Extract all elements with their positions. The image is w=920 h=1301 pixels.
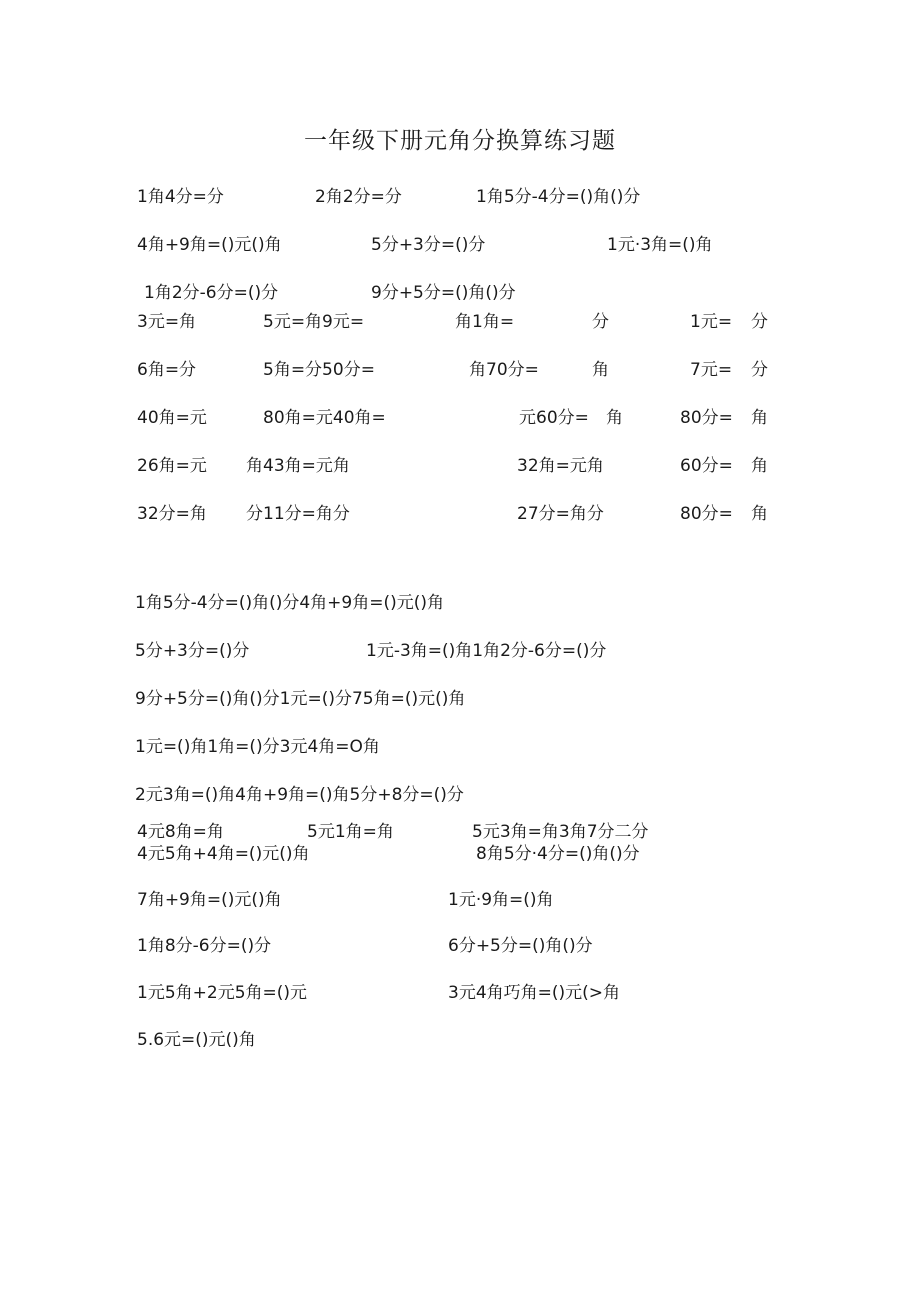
exercise-item: 5分+3分=()分 xyxy=(135,641,250,661)
exercise-item: 1元·3角=()角 xyxy=(607,235,713,255)
exercise-item: 1角8分-6分=()分 xyxy=(137,936,272,956)
exercise-item: 4元5角+4角=()元()角 xyxy=(137,844,310,864)
exercise-item: 分 xyxy=(751,360,768,380)
exercise-item: 2元3角=()角4角+9角=()角5分+8分=()分 xyxy=(135,785,464,805)
exercise-item: 分 xyxy=(751,312,768,332)
exercise-item: 3元4角巧角=()元(>角 xyxy=(448,983,621,1003)
exercise-item: 1角2分-6分=()分 xyxy=(144,283,279,303)
exercise-item: 1元-3角=()角1角2分-6分=()分 xyxy=(366,641,607,661)
exercise-item: 32分=角 xyxy=(137,504,207,524)
exercise-item: 6分+5分=()角()分 xyxy=(448,936,593,956)
exercise-item: 32角=元角 xyxy=(517,456,604,476)
exercise-item: 4元8角=角 xyxy=(137,822,224,842)
exercise-item: 分 xyxy=(592,312,609,332)
exercise-item: 角1角= xyxy=(455,312,515,332)
exercise-item: 80分= xyxy=(680,504,733,524)
exercise-item: 1角4分=分 xyxy=(137,187,224,207)
exercise-item: 5元1角=角 xyxy=(307,822,394,842)
exercise-item: 角 xyxy=(751,408,768,428)
exercise-item: 角70分= xyxy=(469,360,539,380)
exercise-item: 元60分= xyxy=(519,408,589,428)
exercise-item: 1元·9角=()角 xyxy=(448,890,554,910)
exercise-item: 1元= xyxy=(690,312,733,332)
exercise-item: 1元5角+2元5角=()元 xyxy=(137,983,308,1003)
exercise-item: 5元3角=角3角7分二分 xyxy=(472,822,649,842)
exercise-item: 角 xyxy=(592,360,609,380)
exercise-item: 5角=分50分= xyxy=(263,360,375,380)
exercise-item: 1角5分-4分=()角()分 xyxy=(476,187,641,207)
exercise-item: 1角5分-4分=()角()分4角+9角=()元()角 xyxy=(135,593,445,613)
exercise-item: 6角=分 xyxy=(137,360,197,380)
exercise-item: 9分+5分=()角()分 xyxy=(371,283,516,303)
exercise-item: 5分+3分=()分 xyxy=(371,235,486,255)
exercise-item: 40角=元 xyxy=(137,408,207,428)
exercise-item: 角 xyxy=(751,456,768,476)
exercise-item: 3元=角 xyxy=(137,312,197,332)
exercise-item: 8角5分·4分=()角()分 xyxy=(476,844,640,864)
exercise-item: 4角+9角=()元()角 xyxy=(137,235,282,255)
exercise-item: 角43角=元角 xyxy=(246,456,350,476)
page-title: 一年级下册元角分换算练习题 xyxy=(304,128,616,154)
exercise-item: 27分=角分 xyxy=(517,504,604,524)
exercise-item: 5元=角9元= xyxy=(263,312,365,332)
exercise-item: 角 xyxy=(606,408,623,428)
exercise-item: 角 xyxy=(751,504,768,524)
exercise-item: 2角2分=分 xyxy=(315,187,402,207)
exercise-item: 9分+5分=()角()分1元=()分75角=()元()角 xyxy=(135,689,466,709)
exercise-item: 60分= xyxy=(680,456,733,476)
exercise-item: 80分= xyxy=(680,408,733,428)
exercise-item: 26角=元 xyxy=(137,456,207,476)
exercise-item: 7元= xyxy=(690,360,733,380)
exercise-item: 1元=()角1角=()分3元4角=O角 xyxy=(135,737,380,757)
exercise-item: 80角=元40角= xyxy=(263,408,386,428)
exercise-item: 分11分=角分 xyxy=(246,504,350,524)
exercise-item: 7角+9角=()元()角 xyxy=(137,890,282,910)
exercise-item: 5.6元=()元()角 xyxy=(137,1030,256,1050)
